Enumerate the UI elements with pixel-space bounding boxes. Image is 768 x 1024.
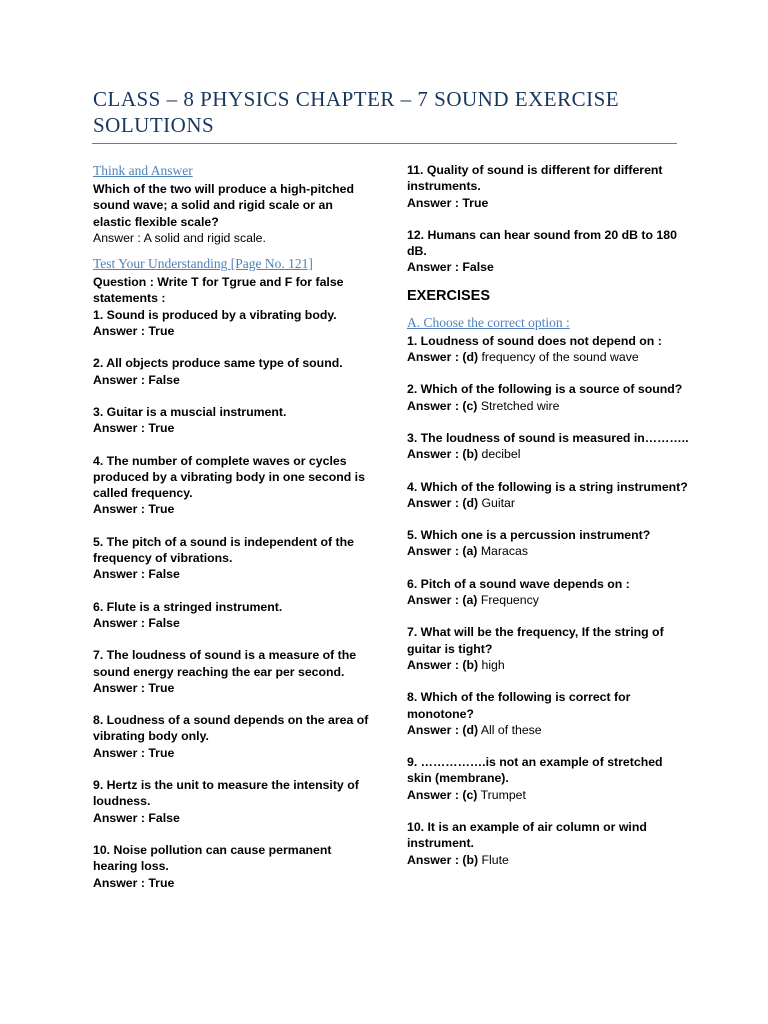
answer-label: Answer : (d) bbox=[407, 350, 479, 365]
left-column bbox=[93, 162, 373, 891]
test-question: 10. Noise pollution can cause permanent hearing loss. bbox=[93, 842, 332, 874]
answer-label: Answer : (a) bbox=[407, 593, 478, 608]
exercise-answer bbox=[407, 722, 689, 738]
answer-text: Flute bbox=[481, 852, 509, 867]
answer-label: Answer : (b) bbox=[407, 852, 479, 867]
answer-label: Answer : (b) bbox=[407, 447, 479, 462]
answer-text: Guitar bbox=[481, 495, 515, 510]
test-item bbox=[93, 453, 373, 518]
exercise-question: 9. …………….is not an example of stretched skin (membrane). bbox=[407, 755, 663, 786]
exercise-answer bbox=[407, 349, 689, 365]
test-answer: Answer : True bbox=[93, 745, 175, 760]
test-question: 1. Sound is produced by a vibrating body. bbox=[93, 307, 337, 322]
think-answer: Answer : A solid and rigid scale. bbox=[93, 230, 266, 245]
answer-label: Answer : (c) bbox=[407, 398, 478, 413]
exercise-item bbox=[407, 430, 689, 463]
page-title: CLASS – 8 PHYSICS CHAPTER – 7 SOUND EXERCISE SOLUTIONS bbox=[93, 87, 620, 137]
exercise-question: 7. What will be the frequency, If the string of guitar is tight? bbox=[407, 625, 664, 656]
test-answer: Answer : False bbox=[93, 372, 180, 387]
exercise-question: 1. Loudness of sound does not depend on : bbox=[407, 333, 662, 348]
test-heading: Test Your Understanding [Page No. 121] bbox=[93, 256, 313, 272]
exercise-answer bbox=[407, 592, 689, 608]
test-question: 9. Hertz is the unit to measure the intensity of loudness. bbox=[93, 778, 359, 809]
test-item bbox=[93, 307, 373, 340]
exercise-item bbox=[407, 479, 689, 512]
exercise-item bbox=[407, 333, 689, 366]
exercise-item bbox=[407, 381, 689, 414]
answer-text: Frequency bbox=[480, 593, 539, 608]
test-item bbox=[93, 534, 373, 583]
exercise-question: 5. Which one is a percussion instrument? bbox=[407, 528, 651, 543]
answer-text: frequency of the sound wave bbox=[481, 350, 639, 365]
test-answer: Answer : True bbox=[407, 195, 489, 210]
exercise-question: 4. Which of the following is a string instrument? bbox=[407, 479, 688, 494]
test-answer: Answer : False bbox=[407, 260, 494, 275]
test-answer: Answer : True bbox=[93, 502, 175, 517]
think-heading: Think and Answer bbox=[93, 163, 193, 178]
test-item bbox=[407, 162, 689, 211]
exercise-question: 10. It is an example of air column or wind instrument. bbox=[407, 820, 647, 851]
test-question: 4. The number of complete waves or cycles produced by a vibrating body in one second is called frequency. bbox=[93, 453, 365, 501]
test-question: 3. Guitar is a muscial instrument. bbox=[93, 404, 287, 419]
answer-label: Answer : (a) bbox=[407, 544, 478, 559]
test-item bbox=[93, 599, 373, 632]
test-item bbox=[93, 777, 373, 826]
title-divider bbox=[92, 143, 677, 144]
test-question: 8. Loudness of a sound depends on the area of vibrating body only. bbox=[93, 713, 369, 744]
exercises-heading: EXERCISES bbox=[407, 287, 490, 304]
answer-label: Answer : (d) bbox=[407, 722, 479, 737]
exercise-item bbox=[407, 527, 689, 560]
exercise-item bbox=[407, 576, 689, 609]
test-answer: Answer : True bbox=[93, 324, 175, 339]
test-question: 5. The pitch of a sound is independent of the frequency of vibrations. bbox=[93, 534, 354, 566]
think-question: Which of the two will produce a high-pitched sound wave; a solid and rigid scale or an elastic flexible scale? bbox=[93, 182, 354, 229]
test-item bbox=[93, 404, 373, 437]
test-item bbox=[93, 712, 373, 761]
test-answer: Answer : False bbox=[93, 810, 180, 825]
test-question: 11. Quality of sound is different for different instruments. bbox=[407, 163, 663, 194]
exercise-question: 8. Which of the following is correct for monotone? bbox=[407, 690, 631, 721]
exercise-item bbox=[407, 624, 689, 673]
answer-text: Maracas bbox=[480, 544, 528, 559]
exercise-question: 2. Which of the following is a source of sound? bbox=[407, 382, 683, 397]
test-answer: Answer : True bbox=[93, 875, 175, 890]
test-question: 6. Flute is a stringed instrument. bbox=[93, 599, 283, 614]
answer-text: All of these bbox=[480, 722, 542, 737]
test-question: 12. Humans can hear sound from 20 dB to 180 dB. bbox=[407, 227, 677, 259]
test-item bbox=[93, 355, 373, 388]
answer-label: Answer : (c) bbox=[407, 787, 478, 802]
exercise-answer bbox=[407, 446, 689, 462]
test-intro: Question : Write T for Tgrue and F for false statements : bbox=[93, 275, 344, 306]
test-answer: Answer : True bbox=[93, 680, 175, 695]
exercise-answer bbox=[407, 543, 689, 559]
right-column bbox=[407, 162, 689, 868]
answer-text: Trumpet bbox=[480, 787, 526, 802]
test-answer: Answer : True bbox=[93, 421, 175, 436]
exercise-answer bbox=[407, 398, 689, 414]
exercise-answer bbox=[407, 495, 689, 511]
exercise-question: 6. Pitch of a sound wave depends on : bbox=[407, 576, 630, 591]
test-question: 2. All objects produce same type of sound. bbox=[93, 356, 343, 371]
exercise-answer bbox=[407, 852, 689, 868]
exercise-answer bbox=[407, 657, 689, 673]
exercise-item bbox=[407, 689, 689, 738]
exercise-answer bbox=[407, 787, 689, 803]
answer-text: decibel bbox=[481, 447, 521, 462]
test-item bbox=[407, 227, 689, 276]
answer-text: Stretched wire bbox=[480, 398, 560, 413]
answer-text: high bbox=[481, 657, 505, 672]
answer-label: Answer : (b) bbox=[407, 657, 479, 672]
choose-option-heading: A. Choose the correct option : bbox=[407, 314, 570, 330]
test-answer: Answer : False bbox=[93, 567, 180, 582]
exercise-item bbox=[407, 819, 689, 868]
exercise-item bbox=[407, 754, 689, 803]
answer-label: Answer : (d) bbox=[407, 495, 479, 510]
exercise-question: 3. The loudness of sound is measured in……….. bbox=[407, 430, 689, 445]
test-item bbox=[93, 842, 373, 891]
test-question: 7. The loudness of sound is a measure of the sound energy reaching the ear per second. bbox=[93, 648, 357, 679]
test-answer: Answer : False bbox=[93, 615, 180, 630]
test-item bbox=[93, 647, 373, 696]
